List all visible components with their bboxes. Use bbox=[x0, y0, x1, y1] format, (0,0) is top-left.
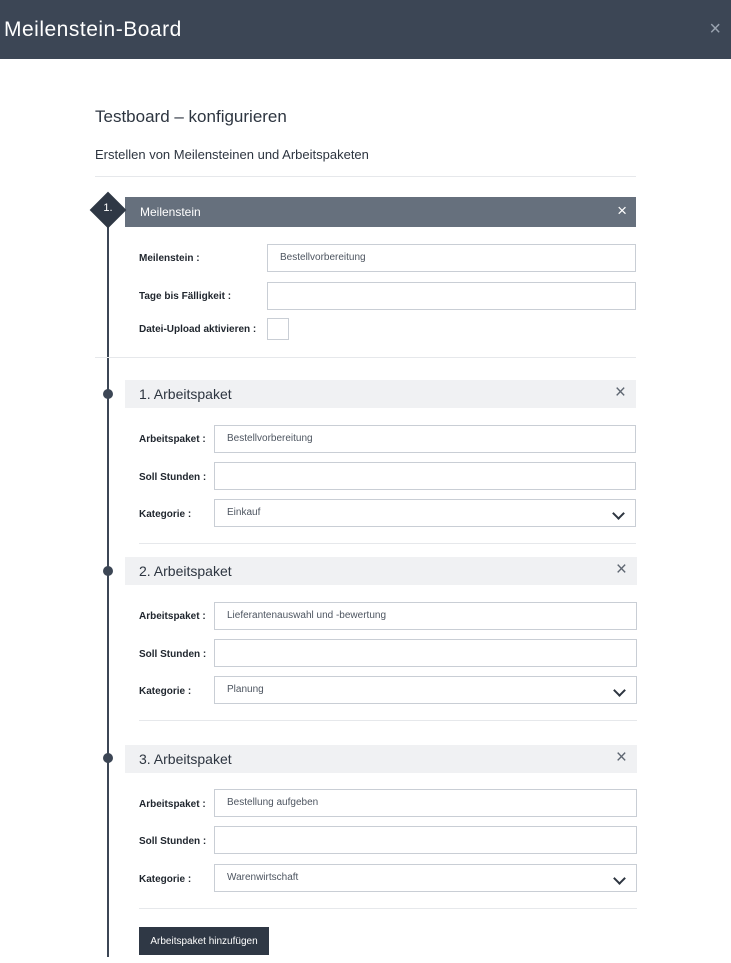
work-package-title: 2. Arbeitspaket bbox=[139, 563, 232, 579]
divider bbox=[139, 720, 637, 721]
category-select[interactable] bbox=[214, 676, 637, 704]
app-title: Meilenstein-Board bbox=[4, 18, 182, 41]
remove-work-package-icon[interactable]: × bbox=[615, 559, 627, 580]
category-label: Kategorie : bbox=[139, 874, 192, 885]
target-hours-label: Soll Stunden : bbox=[139, 649, 207, 660]
divider bbox=[139, 908, 637, 909]
work-package-name-input[interactable]: Bestellung aufgeben bbox=[214, 789, 637, 817]
work-package-header bbox=[125, 745, 637, 773]
divider bbox=[95, 357, 636, 358]
category-label: Kategorie : bbox=[139, 509, 192, 520]
target-hours-input[interactable] bbox=[214, 462, 636, 490]
due-days-input[interactable] bbox=[267, 282, 636, 310]
page-title: Testboard – konfigurieren bbox=[95, 107, 287, 126]
category-select-value: Planung bbox=[227, 684, 264, 695]
file-upload-label: Datei-Upload aktivieren : bbox=[139, 324, 257, 335]
milestone-header-label: Meilenstein bbox=[140, 205, 201, 219]
add-work-package-button[interactable]: Arbeitspaket hinzufügen bbox=[139, 927, 269, 955]
chevron-down-icon bbox=[613, 684, 626, 697]
due-days-label: Tage bis Fälligkeit : bbox=[139, 291, 232, 302]
work-package-name-label: Arbeitspaket : bbox=[139, 434, 206, 445]
milestone-number: 1. bbox=[103, 202, 113, 214]
work-package-header bbox=[125, 557, 637, 585]
work-package-title: 1. Arbeitspaket bbox=[139, 386, 232, 402]
divider bbox=[139, 543, 636, 544]
timeline-line bbox=[107, 205, 109, 957]
chevron-down-icon bbox=[613, 872, 626, 885]
work-package-name-label: Arbeitspaket : bbox=[139, 611, 206, 622]
remove-milestone-icon[interactable]: × bbox=[617, 201, 627, 220]
file-upload-checkbox[interactable] bbox=[267, 318, 289, 340]
milestone-header bbox=[125, 197, 636, 227]
work-package-title: 3. Arbeitspaket bbox=[139, 751, 232, 767]
page-subtitle: Erstellen von Meilensteinen und Arbeitspaketen bbox=[95, 147, 369, 162]
category-select[interactable] bbox=[214, 864, 637, 892]
milestone-name-input[interactable]: Bestellvorbereitung bbox=[267, 244, 636, 272]
close-icon[interactable]: × bbox=[709, 18, 721, 40]
work-package-name-input[interactable]: Bestellvorbereitung bbox=[214, 425, 636, 453]
target-hours-input[interactable] bbox=[214, 826, 637, 854]
category-label: Kategorie : bbox=[139, 686, 192, 697]
remove-work-package-icon[interactable]: × bbox=[615, 747, 627, 768]
timeline-dot bbox=[103, 389, 113, 399]
milestone-number-badge bbox=[90, 192, 126, 228]
milestone-name-label: Meilenstein : bbox=[139, 253, 200, 264]
category-select-value: Einkauf bbox=[227, 507, 261, 518]
category-select[interactable] bbox=[214, 499, 636, 527]
chevron-down-icon bbox=[612, 507, 625, 520]
timeline-dot bbox=[103, 566, 113, 576]
remove-work-package-icon[interactable]: × bbox=[614, 382, 626, 403]
target-hours-label: Soll Stunden : bbox=[139, 472, 207, 483]
work-package-name-input[interactable]: Lieferantenauswahl und -bewertung bbox=[214, 602, 637, 630]
app-header-bar bbox=[0, 0, 731, 59]
target-hours-label: Soll Stunden : bbox=[139, 836, 207, 847]
category-select-value: Warenwirtschaft bbox=[227, 872, 299, 883]
work-package-name-label: Arbeitspaket : bbox=[139, 799, 206, 810]
divider bbox=[95, 176, 636, 177]
timeline-dot bbox=[103, 753, 113, 763]
work-package-header bbox=[125, 380, 636, 408]
target-hours-input[interactable] bbox=[214, 639, 637, 667]
